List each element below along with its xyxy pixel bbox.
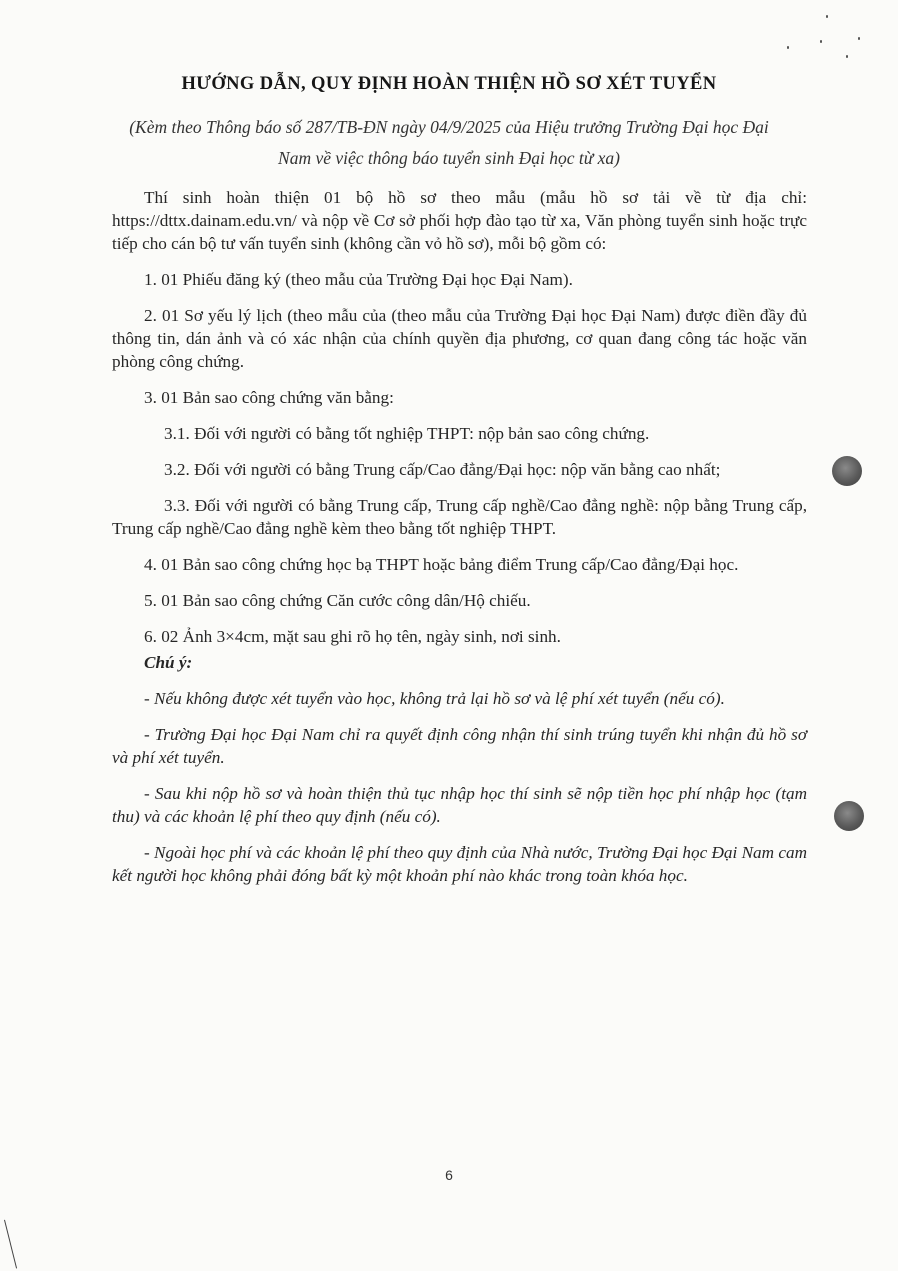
note-heading: Chú ý: — [144, 653, 193, 672]
note-4: - Ngoài học phí và các khoản lệ phí theo quy định của Nhà nước, Trường Đại học Đại Nam cam kết người học không phải đóng bất kỳ một khoản phí nào khác trong toàn khóa học. — [112, 843, 807, 885]
note-3: - Sau khi nộp hồ sơ và hoàn thiện thủ tục nhập học thí sinh sẽ nộp tiền học phí nhập học (tạm thu) và các khoản lệ phí theo quy định (nếu có). — [112, 784, 807, 826]
scan-speck — [858, 37, 860, 40]
scan-edge-mark — [4, 1220, 17, 1269]
note-2: - Trường Đại học Đại Nam chỉ ra quyết định công nhận thí sinh trúng tuyển khi nhận đủ hồ sơ và phí xét tuyển. — [112, 725, 807, 767]
list-item-3: 3. 01 Bản sao công chứng văn bằng: — [144, 388, 394, 407]
document-body — [112, 186, 807, 900]
punch-hole-upper — [832, 456, 862, 486]
list-item-1: 1. 01 Phiếu đăng ký (theo mẫu của Trường Đại học Đại Nam). — [144, 270, 573, 289]
subtitle-line-1: (Kèm theo Thông báo số 287/TB-ĐN ngày 04/9/2025 của Hiệu trưởng Trường Đại học Đại — [129, 117, 769, 137]
list-item-3-3: 3.3. Đối với người có bằng Trung cấp, Trung cấp nghề/Cao đẳng nghề: nộp bằng Trung cấp, Trung cấp nghề/Cao đẳng nghề kèm theo bằng tốt nghiệp THPT. — [112, 496, 807, 538]
note-1: - Nếu không được xét tuyển vào học, không trả lại hồ sơ và lệ phí xét tuyển (nếu có). — [144, 689, 725, 708]
list-item-4: 4. 01 Bản sao công chứng học bạ THPT hoặc bảng điểm Trung cấp/Cao đẳng/Đại học. — [144, 555, 739, 574]
subtitle-line-2: Nam về việc thông báo tuyển sinh Đại học từ xa) — [278, 148, 620, 168]
intro-paragraph: Thí sinh hoàn thiện 01 bộ hồ sơ theo mẫu (mẫu hồ sơ tải về từ địa chỉ: https://dttx.dainam.edu.vn/ và nộp về Cơ sở phối hợp đào tạo từ xa, Văn phòng tuyển sinh hoặc trực tiếp cho cán bộ tư vấn tuyển sinh (không cần vỏ hồ sơ), mỗi bộ gồm có: — [112, 188, 807, 253]
scan-speck — [820, 40, 822, 43]
scan-speck — [787, 46, 789, 49]
page-number: 6 — [445, 1167, 453, 1183]
list-item-6: 6. 02 Ảnh 3×4cm, mặt sau ghi rõ họ tên, ngày sinh, nơi sinh. — [144, 627, 561, 646]
scan-speck — [826, 15, 828, 18]
list-item-3-2: 3.2. Đối với người có bằng Trung cấp/Cao đẳng/Đại học: nộp văn bằng cao nhất; — [164, 460, 721, 479]
punch-hole-lower — [834, 801, 864, 831]
list-item-5: 5. 01 Bản sao công chứng Căn cước công dân/Hộ chiếu. — [144, 591, 531, 610]
scan-speck — [846, 55, 848, 58]
document-subtitle — [0, 112, 898, 174]
list-item-2: 2. 01 Sơ yếu lý lịch (theo mẫu của (theo mẫu của Trường Đại học Đại Nam) được điền đầy đủ thông tin, dán ảnh và có xác nhận của chính quyền địa phương, cơ quan đang công tác hoặc văn phòng công chứng. — [112, 306, 807, 371]
list-item-3-1: 3.1. Đối với người có bằng tốt nghiệp THPT: nộp bản sao công chứng. — [164, 424, 650, 443]
document-title: HƯỚNG DẪN, QUY ĐỊNH HOÀN THIỆN HỒ SƠ XÉT TUYỂN — [181, 74, 717, 94]
